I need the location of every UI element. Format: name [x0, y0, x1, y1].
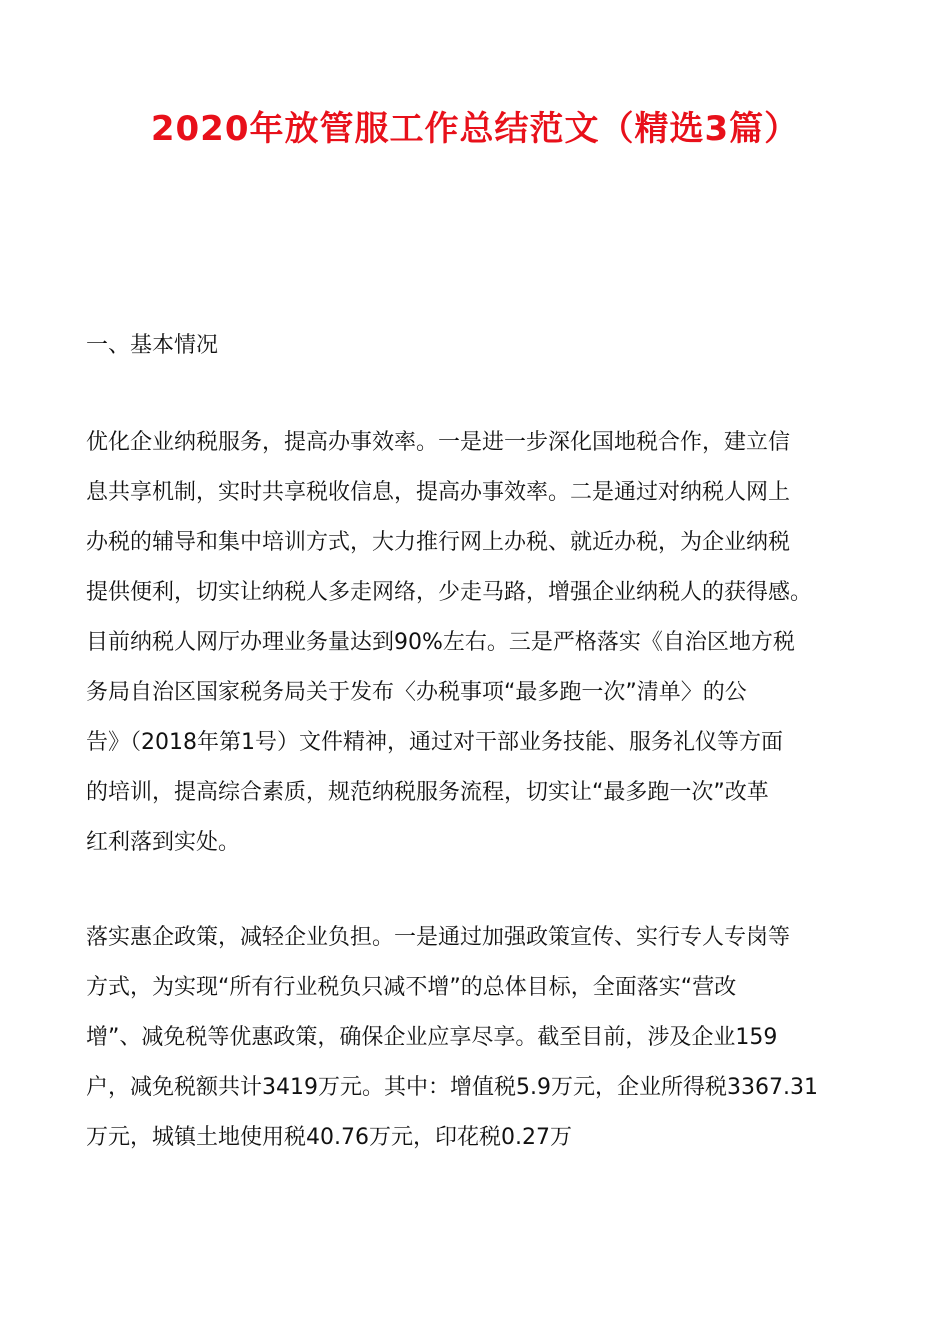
section-heading: 一、基本情况 [86, 333, 219, 358]
paragraph-line: 办税的辅导和集中培训方式，大力推行网上办税、就近办税，为企业纳税 [86, 530, 791, 555]
paragraph-line: 优化企业纳税服务，提高办事效率。一是进一步深化国地税合作，建立信 [86, 430, 791, 455]
paragraph-line: 目前纳税人网厅办理业务量达到90%左右。三是严格落实《自治区地方税 [86, 630, 795, 655]
paragraph-line: 落实惠企政策，减轻企业负担。一是通过加强政策宣传、实行专人专岗等 [86, 925, 791, 950]
paragraph-line: 的培训，提高综合素质，规范纳税服务流程，切实让“最多跑一次”改革 [86, 780, 769, 805]
document-title: 2020年放管服工作总结范文（精选3篇） [150, 109, 800, 149]
paragraph-line: 息共享机制，实时共享税收信息，提高办事效率。二是通过对纳税人网上 [86, 480, 791, 505]
paragraph-line: 万元，城镇土地使用税40.76万元，印花税0.27万 [86, 1125, 572, 1150]
paragraph-line: 户，减免税额共计3419万元。其中：增值税5.9万元，企业所得税3367.31 [86, 1075, 818, 1100]
paragraph-line: 务局自治区国家税务局关于发布〈办税事项“最多跑一次”清单〉的公 [86, 680, 747, 705]
paragraph-line: 增”、减免税等优惠政策，确保企业应享尽享。截至目前，涉及企业159 [86, 1025, 778, 1050]
paragraph-line: 方式，为实现“所有行业税负只减不增”的总体目标，全面落实“营改 [86, 975, 737, 1000]
paragraph-line: 红利落到实处。 [86, 830, 241, 855]
paragraph-preferential-policy [86, 913, 876, 1163]
paragraph-tax-service [86, 418, 876, 868]
paragraph-line: 告》（2018年第1号）文件精神，通过对干部业务技能、服务礼仪等方面 [86, 730, 783, 755]
paragraph-line: 提供便利，切实让纳税人多走网络，少走马路，增强企业纳税人的获得感。 [86, 580, 813, 605]
